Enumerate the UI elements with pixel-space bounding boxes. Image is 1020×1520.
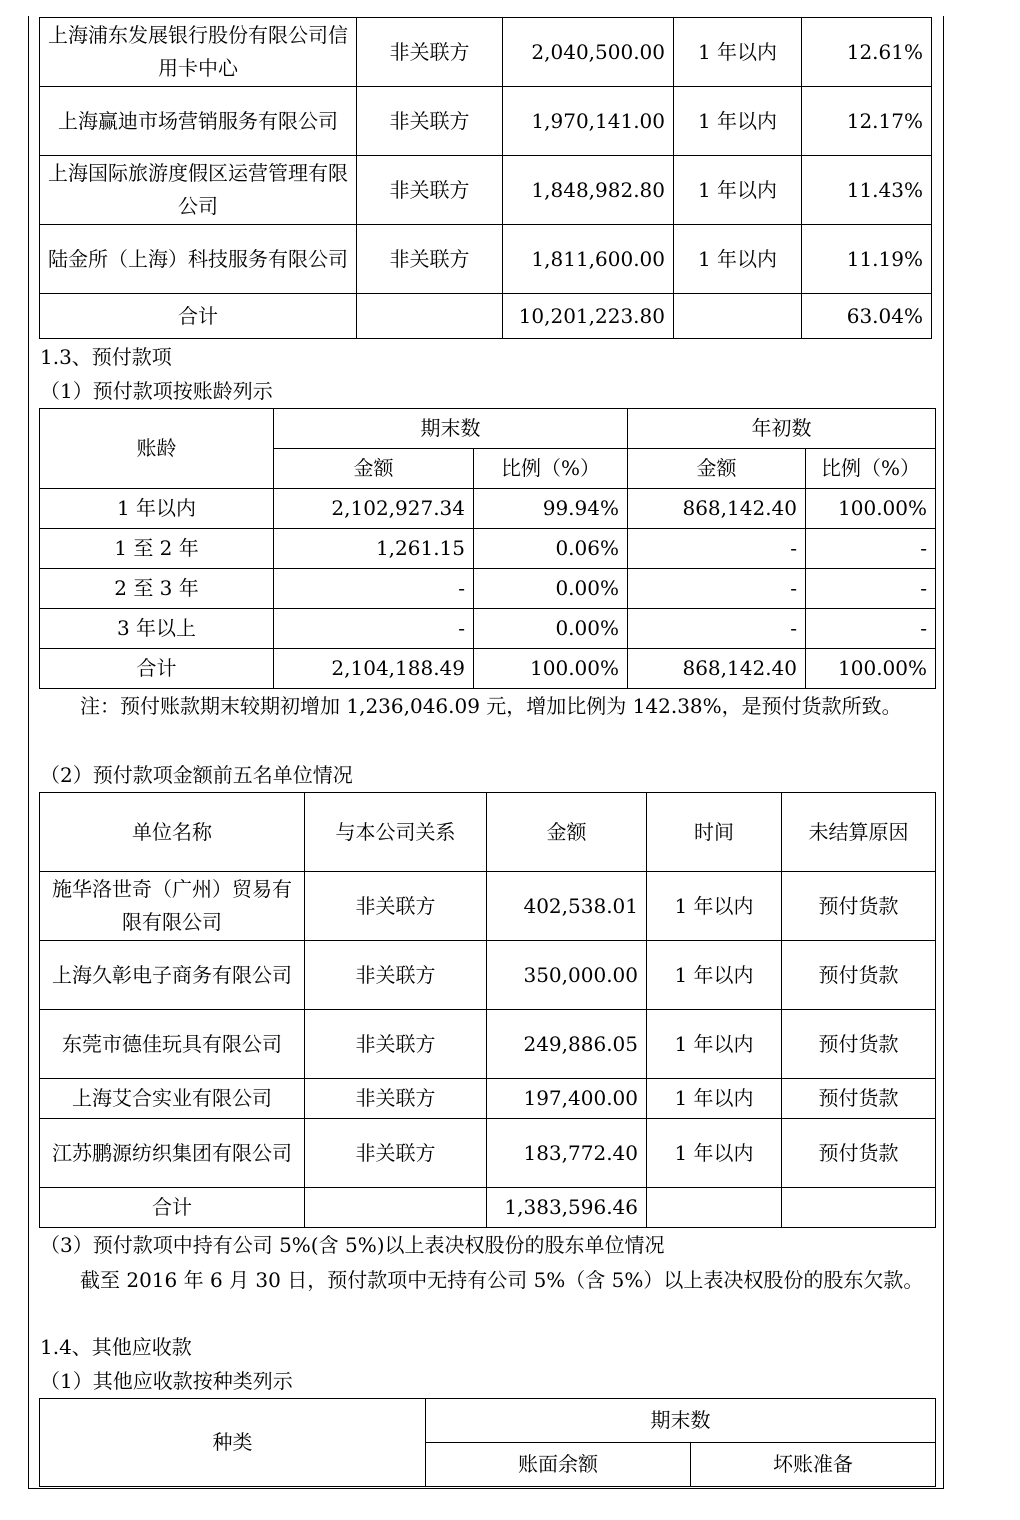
age: 2 至 3 年	[40, 569, 274, 609]
period: 1 年以内	[674, 225, 802, 294]
shareholder-note: 截至 2016 年 6 月 30 日，预付款项中无持有公司 5%（含 5%）以上表决权股份的股东欠款。	[80, 1268, 924, 1292]
period: 1 年以内	[647, 1119, 782, 1188]
total-label: 合计	[40, 294, 357, 339]
period: 1 年以内	[674, 87, 802, 156]
subsection-top5: （2）预付款项金额前五名单位情况	[40, 763, 353, 787]
header-amount: 金额	[274, 449, 474, 489]
table-row	[40, 529, 936, 569]
relation: 非关联方	[305, 941, 487, 1010]
total-label: 合计	[40, 1188, 305, 1228]
header-end: 期末数	[274, 409, 628, 449]
empty-cell	[674, 294, 802, 339]
header-ratio: 比例（%）	[806, 449, 936, 489]
amount: 1,848,982.80	[503, 156, 674, 225]
relation: 非关联方	[305, 1010, 487, 1079]
amount: 350,000.00	[487, 941, 647, 1010]
begin-amount: -	[628, 609, 806, 649]
relation: 非关联方	[357, 18, 503, 87]
end-amount: -	[274, 609, 474, 649]
begin-ratio: -	[806, 569, 936, 609]
age: 3 年以上	[40, 609, 274, 649]
period: 1 年以内	[647, 1079, 782, 1119]
ratio: 11.43%	[802, 156, 932, 225]
table-row	[40, 1010, 936, 1079]
empty-cell	[782, 1188, 936, 1228]
table-row	[40, 872, 936, 941]
company-name: 陆金所（上海）科技服务有限公司	[40, 225, 357, 294]
period: 1 年以内	[674, 18, 802, 87]
company-name: 施华洛世奇（广州）贸易有限有限公司	[40, 872, 305, 941]
ratio: 12.17%	[802, 87, 932, 156]
table-row	[40, 1119, 936, 1188]
empty-cell	[305, 1188, 487, 1228]
subsection-other-receivables: （1）其他应收款按种类列示	[40, 1369, 293, 1393]
subsection-aging: （1）预付款项按账龄列示	[40, 379, 273, 403]
header-kind: 种类	[40, 1399, 426, 1487]
company-name: 上海艾合实业有限公司	[40, 1079, 305, 1119]
header-bad-debt: 坏账准备	[691, 1443, 936, 1487]
amount: 402,538.01	[487, 872, 647, 941]
age: 1 年以内	[40, 489, 274, 529]
header-end: 期末数	[426, 1399, 936, 1443]
empty-cell	[647, 1188, 782, 1228]
company-name: 江苏鹏源纺织集团有限公司	[40, 1119, 305, 1188]
end-amount: 2,104,188.49	[274, 649, 474, 689]
header-begin: 年初数	[628, 409, 936, 449]
table-row	[40, 18, 932, 87]
amount: 1,970,141.00	[503, 87, 674, 156]
total-row	[40, 1188, 936, 1228]
header-age: 账龄	[40, 409, 274, 489]
table-row	[40, 569, 936, 609]
reason: 预付货款	[782, 1010, 936, 1079]
amount: 1,811,600.00	[503, 225, 674, 294]
reason: 预付货款	[782, 941, 936, 1010]
end-ratio: 0.00%	[474, 609, 628, 649]
section-title-1-3: 1.3、预付款项	[40, 345, 172, 369]
table-row	[40, 1079, 936, 1119]
other-receivables-table	[39, 1398, 936, 1487]
reason: 预付货款	[782, 872, 936, 941]
top5-table	[39, 792, 936, 1228]
total-amount: 10,201,223.80	[503, 294, 674, 339]
total-amount: 1,383,596.46	[487, 1188, 647, 1228]
period: 1 年以内	[674, 156, 802, 225]
header-time: 时间	[647, 793, 782, 872]
total-row	[40, 294, 932, 339]
top-customer-table	[39, 17, 932, 339]
reason: 预付货款	[782, 1119, 936, 1188]
period: 1 年以内	[647, 941, 782, 1010]
header-name: 单位名称	[40, 793, 305, 872]
end-ratio: 100.00%	[474, 649, 628, 689]
relation: 非关联方	[305, 1079, 487, 1119]
header-ratio: 比例（%）	[474, 449, 628, 489]
empty-cell	[357, 294, 503, 339]
table-row	[40, 489, 936, 529]
begin-amount: -	[628, 569, 806, 609]
end-ratio: 99.94%	[474, 489, 628, 529]
header-relation: 与本公司关系	[305, 793, 487, 872]
company-name: 上海久彰电子商务有限公司	[40, 941, 305, 1010]
table-row	[40, 225, 932, 294]
aging-note: 注：预付账款期末较期初增加 1,236,046.09 元，增加比例为 142.38%，是预付货款所致。	[80, 694, 902, 718]
header-reason: 未结算原因	[782, 793, 936, 872]
relation: 非关联方	[357, 225, 503, 294]
begin-ratio: -	[806, 529, 936, 569]
begin-amount: 868,142.40	[628, 489, 806, 529]
header-amount: 金额	[487, 793, 647, 872]
section-title-1-4: 1.4、其他应收款	[40, 1335, 192, 1359]
reason: 预付货款	[782, 1079, 936, 1119]
end-amount: 1,261.15	[274, 529, 474, 569]
begin-amount: 868,142.40	[628, 649, 806, 689]
total-row	[40, 649, 936, 689]
table-row	[40, 609, 936, 649]
company-name: 东莞市德佳玩具有限公司	[40, 1010, 305, 1079]
amount: 249,886.05	[487, 1010, 647, 1079]
amount: 2,040,500.00	[503, 18, 674, 87]
company-name: 上海赢迪市场营销服务有限公司	[40, 87, 357, 156]
ratio: 12.61%	[802, 18, 932, 87]
table-row	[40, 156, 932, 225]
relation: 非关联方	[305, 872, 487, 941]
total-ratio: 63.04%	[802, 294, 932, 339]
end-amount: -	[274, 569, 474, 609]
period: 1 年以内	[647, 872, 782, 941]
begin-ratio: 100.00%	[806, 489, 936, 529]
company-name: 上海浦东发展银行股份有限公司信用卡中心	[40, 18, 357, 87]
amount: 197,400.00	[487, 1079, 647, 1119]
begin-ratio: -	[806, 609, 936, 649]
header-row	[40, 793, 936, 872]
amount: 183,772.40	[487, 1119, 647, 1188]
age: 合计	[40, 649, 274, 689]
table-row	[40, 87, 932, 156]
header-row	[40, 1399, 936, 1443]
age: 1 至 2 年	[40, 529, 274, 569]
end-ratio: 0.00%	[474, 569, 628, 609]
end-ratio: 0.06%	[474, 529, 628, 569]
header-row	[40, 409, 936, 449]
company-name: 上海国际旅游度假区运营管理有限公司	[40, 156, 357, 225]
header-book-balance: 账面余额	[426, 1443, 691, 1487]
ratio: 11.19%	[802, 225, 932, 294]
relation: 非关联方	[357, 87, 503, 156]
subsection-shareholder: （3）预付款项中持有公司 5%(含 5%)以上表决权股份的股东单位情况	[40, 1233, 665, 1257]
aging-table	[39, 408, 936, 689]
begin-amount: -	[628, 529, 806, 569]
relation: 非关联方	[305, 1119, 487, 1188]
header-amount: 金额	[628, 449, 806, 489]
table-row	[40, 941, 936, 1010]
relation: 非关联方	[357, 156, 503, 225]
period: 1 年以内	[647, 1010, 782, 1079]
begin-ratio: 100.00%	[806, 649, 936, 689]
end-amount: 2,102,927.34	[274, 489, 474, 529]
